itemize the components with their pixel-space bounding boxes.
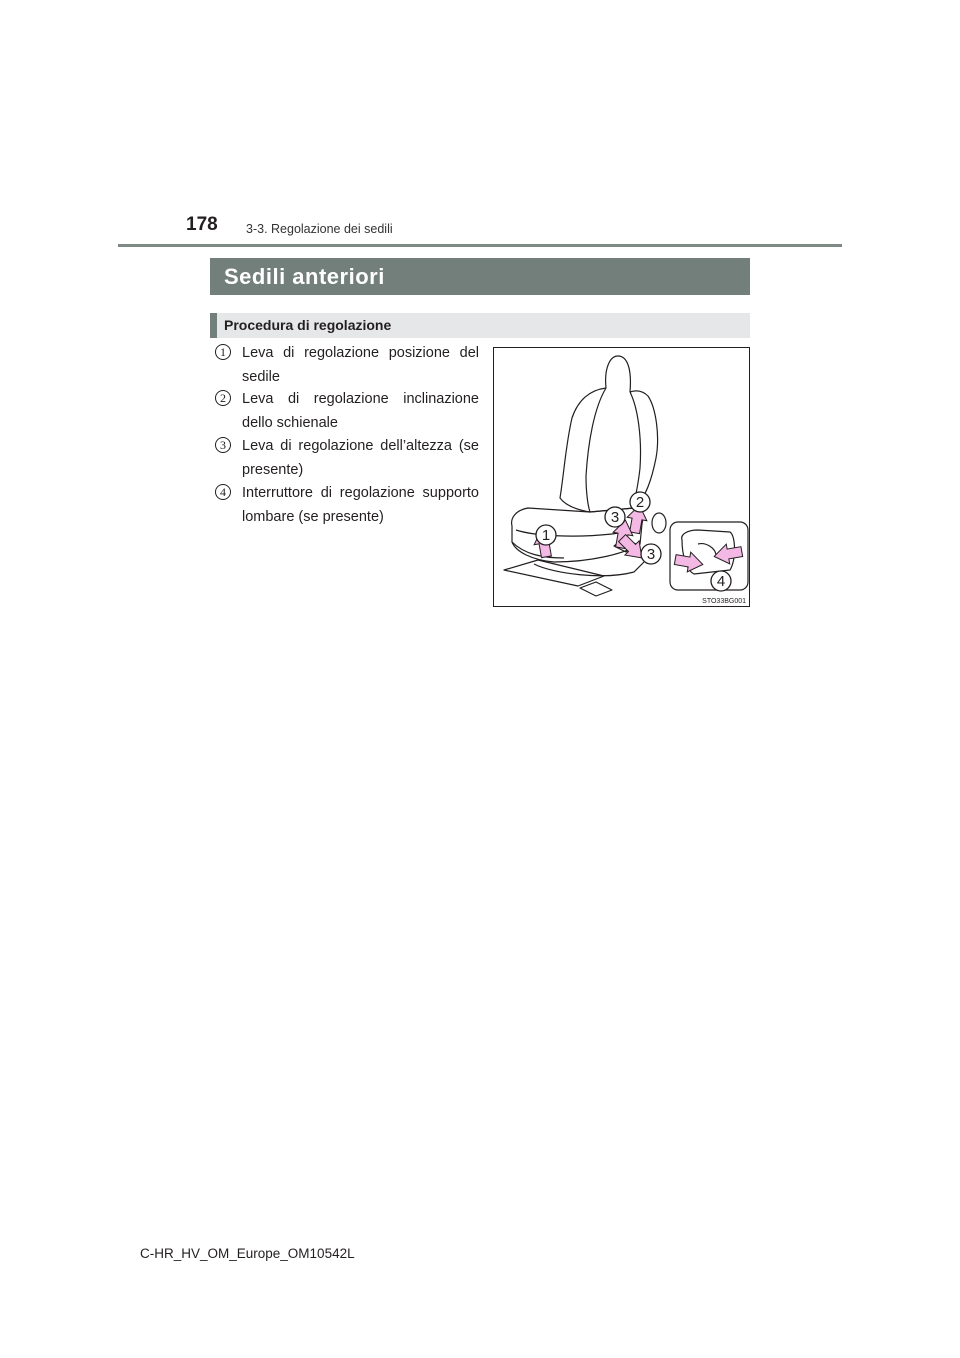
item-number-badge: 3 xyxy=(215,437,231,453)
list-item xyxy=(215,341,479,389)
item-number-badge: 1 xyxy=(215,344,231,360)
headrest-outline xyxy=(606,356,631,392)
list-item xyxy=(215,387,479,435)
seat-drawing xyxy=(494,348,749,606)
seat-rail xyxy=(504,560,604,586)
item-number-badge: 4 xyxy=(215,484,231,500)
page-number: 178 xyxy=(186,214,218,235)
callout-label: 4 xyxy=(716,573,726,590)
header-divider xyxy=(118,244,842,247)
callout-label: 2 xyxy=(635,494,645,511)
callout-label: 3 xyxy=(646,546,656,563)
callout-label: 3 xyxy=(610,509,620,526)
seat-frame xyxy=(534,562,644,576)
section-title: Sedili anteriori xyxy=(210,258,750,295)
callout-label: 1 xyxy=(541,527,551,544)
item-text: Interruttore di regolazione supporto lombare (se presente) xyxy=(242,485,479,525)
item-text: Leva di regolazione dell’altezza (se presente) xyxy=(242,438,479,478)
figure-code: STO33BG001 xyxy=(702,598,746,605)
recline-knob xyxy=(652,513,666,533)
document-code: C-HR_HV_OM_Europe_OM10542L xyxy=(140,1246,355,1261)
backrest-side xyxy=(630,392,641,508)
item-text: Leva di regolazione posizione del sedile xyxy=(242,345,479,385)
list-item xyxy=(215,481,479,529)
list-item xyxy=(215,434,479,482)
seat-illustration xyxy=(493,347,750,607)
backrest-center xyxy=(586,388,606,512)
item-text: Leva di regolazione inclinazione dello schienale xyxy=(242,391,479,431)
section-breadcrumb: 3-3. Regolazione dei sedili xyxy=(246,222,393,236)
subsection-title: Procedura di regolazione xyxy=(210,313,750,338)
item-number-badge: 2 xyxy=(215,390,231,406)
rail-foot xyxy=(580,582,612,596)
